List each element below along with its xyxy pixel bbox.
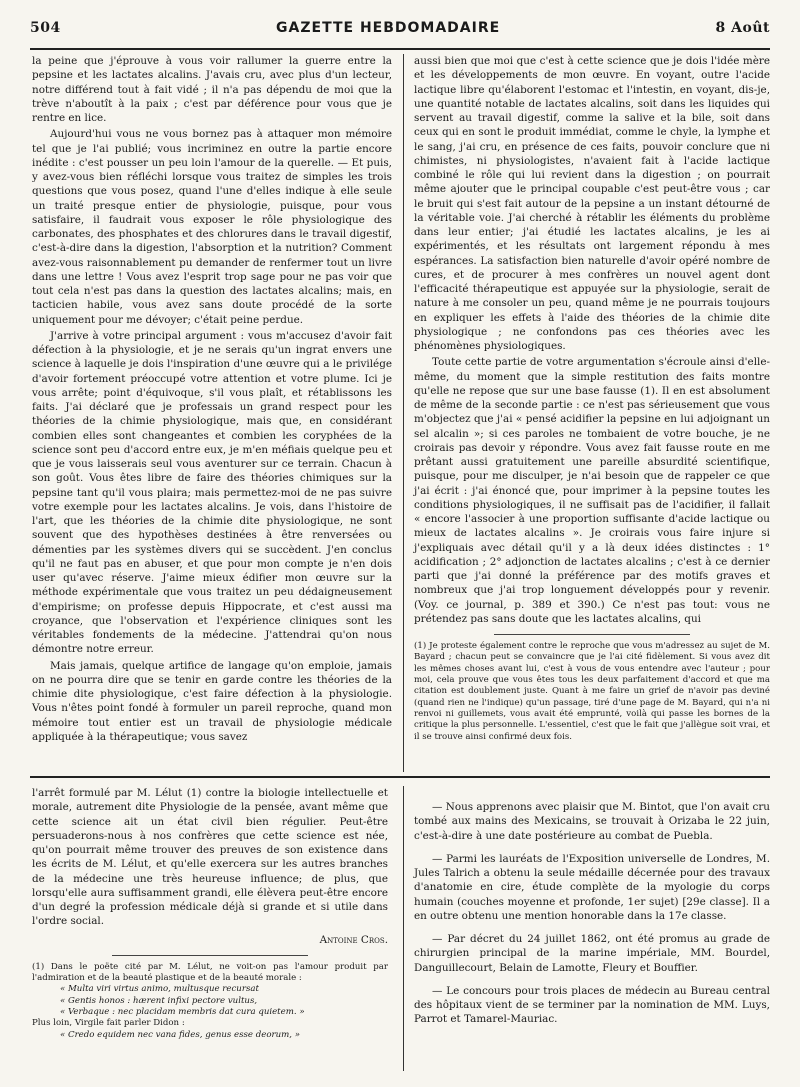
- news-item: — Parmi les lauréats de l'Exposition universelle de Londres, M. Jules Talrich a obtenu la seule médaille décernée pour des travaux d'anatomie en cire, étude complète de la myologie du corps humain (couches moyenne et profonde, 1er sujet) [29e classe]. Il a en outre obtenu une mention honorable dans la 17e classe.: [414, 852, 770, 922]
- news-column: [414, 800, 770, 1036]
- column-divider: [403, 786, 404, 1071]
- verse-line: « Verbaque : nec placidam membris dat cura quietem. »: [60, 1007, 305, 1018]
- verse-line: « Credo equidem nec vana fides, genus esse deorum, »: [60, 1029, 301, 1040]
- footnote-intro: (1) Dans le poëte cité par M. Lélut, ne voit-on pas l'amour produit par l'admiration et de la beauté plastique et de la beauté morale :: [32, 961, 388, 984]
- paragraph: la peine que j'éprouve à vous voir rallumer la guerre entre la pepsine et les lactates alcalins. J'avais cru, avec plus d'un lecteur, notre différend tout à fait vidé ; il n'a pas dépendu de moi que la trève n'aboutît à la paix ; c'est par déférence pour vous que je rentre en lice.: [32, 55, 392, 124]
- issue-date: 8 Août: [715, 20, 770, 36]
- news-item: — Par décret du 24 juillet 1862, ont été promus au grade de chirurgien principal de la marine impériale, MM. Bourdel, Danguillecourt, Belain de Lamotte, Fleury et Bouffier.: [414, 933, 770, 974]
- paragraph: Toute cette partie de votre argumentation s'écroule ainsi d'elle-même, du moment que la simple restitution des faits montre qu'elle ne repose que sur une base fausse (1). Il en est absolument de même de la seconde partie : ce n'est pas sérieusement que vous m'objectez que j'ai « pensé acidifier la pepsine en lui adjoignant un sel alcalin »; si ces paroles ne tombaient de votre bouche, je ne croirais pas devoir y répondre. Vous avez fait fausse route en me prêtant aussi gratuitement une pareille absurdité scientifique, puisque, pour me disculper, je n'ai besoin que de rappeler ce que j'ai écrit : j'ai énoncé que, pour imprimer à la pepsine toutes les conditions physiologiques, il ne suffisait pas de l'acidifier, il fallait « encore l'associer à une proportion suffisante d'acide lactique ou mieux de lactates alcalins ». Je croirais vous faire injure si j'expliquais avec détail qu'il y a là deux idées distinctes : 1° acidification ; 2° adjonction de lactates alcalins ; c'est à ce dernier parti que j'ai donné la préférence par des motifs graves et nombreux que j'ai trop longuement développés pour y revenir. (Voy. ce journal, p. 389 et 390.) Ce n'est pas tout: vous ne prétendez pas sans doute que les lactates alcalins, qui: [414, 356, 770, 625]
- news-item: — Nous apprenons avec plaisir que M. Bintot, que l'on avait cru tombé aux mains des Mexicains, se trouvait à Orizaba le 22 juin, c'est-à-dire à une date postérieure au combat de Puebla.: [414, 801, 770, 842]
- footnote-rule: [112, 955, 308, 956]
- header-rule: [30, 48, 770, 50]
- paragraph: Aujourd'hui vous ne vous bornez pas à attaquer mon mémoire tel que je l'ai publié; vous incriminez en outre la partie encore inédite : c'est pousser un peu loin l'amour de la querelle. — Et puis, y avez-vous bien réfléchi lorsque vous traitez de simples les trois questions que vous posez, quand l'une d'elles indique à elle seule un traité presque entier de physiologie, puisque, pour vous satisfaire, il faudrait vous exposer le rôle physiologique des carbonates, des phosphates et des chlorures dans le travail digestif, c'est-à-dire dans la digestion, l'absorption et la nutrition? Comment avez-vous raisonnablement pu demander de renfermer tout un livre dans une lettre ! Vous avez l'esprit trop sage pour ne pas voir que tout cela n'est pas dans la question des lactates alcalins; mais, en tacticien habile, vous avez sans doute procédé de la sorte uniquement pour me dévoyer; c'était peine perdue.: [32, 128, 392, 326]
- paragraph: aussi bien que moi que c'est à cette science que je dois l'idée mère et les développements de mon œuvre. En voyant, outre l'acide lactique libre qu'élaborent l'estomac et l'intestin, en voyant, dis-je, une quantité notable de lactates alcalins, soit dans les liquides qui servent au travail digestif, comme la salive et la bile, soit dans ceux qui en sont le produit immédiat, comme le chyle, la lymphe et le sang, j'ai cru, en présence de ces faits, pouvoir conclure que ni chimistes, ni physiologistes, n'avaient fait à l'acide lactique combiné le rôle qui lui revient dans la digestion ; on pourrait même ajouter que le principal coupable c'est peut-être vous ; car le bruit qui s'est fait autour de la pepsine a un instant détourné de la véritable voie. J'ai cherché à rétablir les éléments du problème dans leur entier; j'ai étudié les lactates alcalins, je les ai expérimentés, et les résultats ont largement répondu à mes espérances. La satisfaction bien naturelle d'avoir opéré nombre de cures, et de procurer à mes confrères un nouvel agent dont l'efficacité thérapeutique est appuyée sur la physiologie, serait de nature à me consoler un peu, quand même je ne pourrais toujours en expliquer les effets à l'aide des théories de la chimie dite physiologique ; ne confondons pas ces théories avec les phénomènes physiologiques.: [414, 55, 770, 352]
- upper-left-column: [32, 54, 392, 746]
- paragraph: Mais jamais, quelque artifice de langage qu'on emploie, jamais on ne pourra dire que se tenir en garde contre les théories de la chimie dite physiologique, c'est faire défection à la physiologie. Vous n'êtes point fondé à formuler un pareil reproche, quand mon mémoire tout entier est un travail de physiologie médicale appliquée à la thérapeutique; vous savez: [32, 659, 392, 743]
- section-rule: [30, 776, 770, 778]
- page-number: 504: [30, 20, 61, 36]
- upper-right-column: [414, 54, 770, 743]
- lower-left-column: [32, 786, 388, 1041]
- paragraph: J'arrive à votre principal argument : vous m'accusez d'avoir fait défection à la physiologie, et je ne serais qu'un ingrat envers une science à laquelle je dois l'inspiration d'une œuvre qui a le privilége d'avoir fortement préoccupé votre attention et votre plume. Ici je vous arrête; point d'équivoque, s'il vous plaît, et rétablissons les faits. J'ai déclaré que je professais un grand respect pour les théories de la chimie physiologique, mais que, en considérant combien elles sont changeantes et combien les coryphées de la science sont peu d'accord entre eux, je m'en méfiais quelque peu et que je vous laisserais seul vous aventurer sur ce terrain. Chacun à son goût. Vous êtes libre de faire des théories chimiques sur la pepsine tant qu'il vous plaira; mais permettez-moi de ne pas suivre votre exemple pour les lactates alcalins. Je vois, dans l'histoire de l'art, que les théories de la chimie dite physiologique, ne sont souvent que des hypothèses destinées à être renversées ou démenties par les systèmes divers qui se succèdent. J'en conclus qu'il ne faut pas en abuser, et que pour mon compte je n'en dois user qu'avec réserve. J'aime mieux édifier mon œuvre sur la méthode expérimentale que vous traitez un peu dédaigneusement d'empirisme; on professe depuis Hippocrate, et c'est aussi ma croyance, que l'observation et l'expérience cliniques sont les véritables fondements de la médecine. J'attendrai qu'on nous démontre notre erreur.: [32, 329, 392, 656]
- verse-line: « Gentis honos : hærent infixi pectore vultus,: [60, 995, 258, 1006]
- footnote-more: Plus loin, Virgile fait parler Didon :: [32, 1018, 185, 1029]
- author-signature: Antoine Cros.: [319, 933, 388, 946]
- paragraph: l'arrêt formulé par M. Lélut (1) contre la biologie intellectuelle et morale, autrement dite Physiologie de la pensée, avant même que cette science ait un état civil bien régulier. Peut-être persuaderons-nous à nos confrères que cette science est née, qu'on pourrait même trouver des preuves de son existence dans les écrits de M. Lélut, et qu'elle exercera sur les autres branches de la médecine une très heureuse influence; de plus, que lorsqu'elle aura suffisamment grandi, elle élèvera peut-être encore d'un degré la profession médicale déjà si grande et si utile dans l'ordre social.: [32, 787, 388, 928]
- column-divider: [403, 54, 404, 772]
- footnote: [32, 962, 388, 1041]
- page-header: [30, 20, 770, 46]
- news-item: — Le concours pour trois places de médecin au Bureau central des hôpitaux vient de se terminer par la nomination de MM. Luys, Parrot et Tamarel-Mauriac.: [414, 984, 770, 1026]
- footnote: (1) Je proteste également contre le reproche que vous m'adressez au sujet de M. Bayard ; chacun peut se convaincre que je l'ai cité fidèlement. Si vous avez dit les mêmes choses avant lui, c'est à vous de vous entendre avec l'auteur ; pour moi, cela prouve que vous êtes tous les deux parfaitement d'accord et que ma citation est doublement juste. Quant à me faire un grief de n'avoir pas deviné (quand rien ne l'indique) qu'un passage, tiré d'une page de M. Bayard, qui n'a ni renvoi ni guillemets, vous avait été emprunté, voilà qui passe les bornes de la critique la plus personnelle. L'essentiel, c'est que le fait que j'allègue soit vrai, et il se trouve ainsi confirmé deux fois.: [414, 641, 770, 742]
- footnote-rule: [494, 634, 690, 635]
- journal-title: GAZETTE HEBDOMADAIRE: [276, 20, 501, 36]
- verse-line: « Multa viri virtus animo, multusque recursat: [60, 984, 259, 995]
